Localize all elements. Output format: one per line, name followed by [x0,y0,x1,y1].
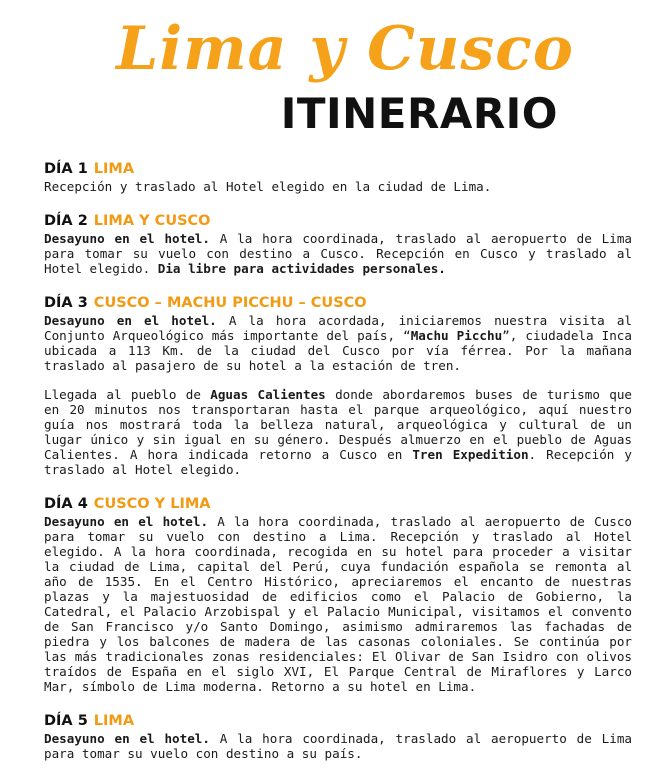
day-heading [44,495,632,513]
day-3 [44,294,632,477]
text-run: ”, ciudadela Inca ubicada a 113 Km. de la ciudad del Cusco por vía férrea. Por la mañana traslado al pasajero de su hotel a la estación de tren. [44,328,632,373]
itinerary-content [44,160,632,779]
day-number: DÍA 5 [44,713,88,729]
text-run: Llegada al pueblo de [44,387,211,402]
day-heading [44,212,632,230]
day-description-2 [44,387,632,477]
bold-run: Machu Picchu [410,328,503,343]
bold-run: Tren Expedition [412,447,529,462]
day-description [44,231,632,276]
day-number: DÍA 1 [44,161,88,177]
title-script: Lima y Cusco [116,14,574,84]
bold-run: Dia libre para actividades personales. [157,261,446,276]
day-description [44,731,632,761]
day-number: DÍA 2 [44,213,88,229]
day-5 [44,712,632,761]
text-run: Recepción y traslado al Hotel elegido en la ciudad de Lima. [44,179,492,194]
text-run: donde abordaremos buses de turismo que en 20 minutos nos transportaran hasta el parque arqueológico, aquí nuestro guía nos mostrará toda la belleza natural, arqueológica y cultural de un lugar único y sin igual en su género. Después almuerzo en el pueblo de Aguas Calientes. A hora indicada retorno a Cusco en [44,387,633,462]
text-run: A la hora coordinada, traslado al aeropuerto de Lima para tomar su vuelo con destino a Cusco. Recepción en Cusco y traslado al Hotel elegido. [44,231,632,276]
day-description [44,514,632,694]
bold-run: Desayuno en el hotel. [44,231,210,246]
header [0,0,670,150]
day-heading [44,294,632,312]
day-description [44,179,632,194]
day-description [44,313,632,373]
day-number: DÍA 3 [44,295,88,311]
day-place: CUSCO Y LIMA [93,496,211,512]
day-place: LIMA [93,161,135,177]
day-heading [44,160,632,178]
text-run: A la hora acordada, iniciaremos nuestra visita al Conjunto Arqueológico más importante del país, “ [44,313,632,343]
text-run: A la hora coordinada, traslado al aeropuerto de Lima para tomar su vuelo con destino a su país. [44,731,632,761]
day-place: LIMA Y CUSCO [93,213,211,229]
day-1 [44,160,632,194]
day-place: LIMA [93,713,135,729]
title-itinerario: ITINERARIO [280,89,558,138]
day-number: DÍA 4 [44,496,88,512]
bold-run: Desayuno en el hotel. [44,313,217,328]
bold-run: Desayuno en el hotel. [44,731,210,746]
bold-run: Desayuno en el hotel. [44,514,209,529]
text-run: . Recepción y traslado al Hotel elegido. [44,447,632,477]
day-heading [44,712,632,730]
day-4 [44,495,632,694]
day-2 [44,212,632,276]
day-place: CUSCO – MACHU PICCHU – CUSCO [93,295,367,311]
bold-run: Aguas Calientes [210,387,326,402]
text-run: A la hora coordinada, traslado al aeropuerto de Cusco para tomar su vuelo con destino a Lima. Recepción y traslado al Hotel elegido. A la hora coordinada, recogida en su hotel para proceder a visitar la ciudad de Lima, capital del Perú, cuya fundación española se remonta al año de 1535. En el Centro Histórico, apreciaremos el encanto de nuestras plazas y la majestuosidad de edificios como el Palacio de Gobierno, la Catedral, el Palacio Arzobispal y el Palacio Municipal, visitamos el convento de San Francisco y/o Santo Domingo, asimismo admiraremos las fachadas de piedra y los balcones de madera de las casonas coloniales. Se continúa por las más tradicionales zonas residenciales: El Olivar de San Isidro con olivos traídos de España en el siglo XVI, El Parque Central de Miraflores y Larco Mar, símbolo de Lima moderna. Retorno a su hotel en Lima. [44,514,632,694]
